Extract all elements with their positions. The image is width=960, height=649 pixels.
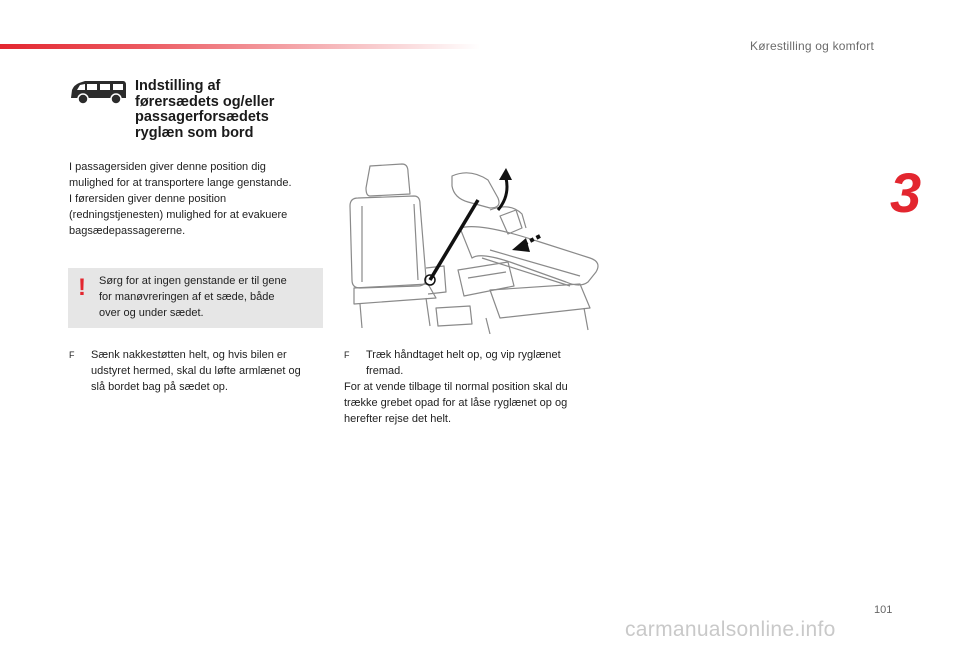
step-bullet: F [344,350,350,360]
title-line: passagerforsædets [135,109,269,125]
page-number: 101 [874,604,893,616]
warning-line: Sørg for at ingen genstande er til gene [99,275,287,287]
chapter-number: 3 [890,161,922,224]
intro-line: bagsædepassagererne. [69,225,186,237]
return-line: trække grebet opad for at låse ryglænet op og [344,397,568,409]
title-line: Indstilling af [135,78,221,94]
title-line: ryglæn som bord [135,124,254,141]
exclamation-icon: ! [78,274,86,301]
warning-line: over og under sædet. [99,307,204,319]
step-line: Sænk nakkestøtten helt, og hvis bilen er [91,349,287,361]
step-line: udstyret hermed, skal du løfte armlænet og [91,365,301,377]
step-line: fremad. [366,365,404,377]
warning-text [99,273,317,321]
intro-line: I førersiden giver denne position [69,193,227,205]
intro-line: mulighed for at transportere lange genstande. [69,177,292,189]
warning-box [68,268,323,328]
step-text [366,347,602,379]
step-line: Træk håndtaget helt op, og vip ryglænet [366,349,561,361]
return-instructions [344,379,599,427]
header-accent-bar [0,44,480,49]
return-line: herefter rejse det helt. [344,413,452,425]
watermark: carmanualsonline.info [625,618,836,641]
van-icon [69,78,127,106]
seat-folding-illustration [340,158,612,334]
title-line: førersædets og/eller [135,93,275,110]
step-lower-headrest [69,347,329,397]
intro-line: I passagersiden giver denne position dig [69,161,266,173]
return-line: For at vende tilbage til normal position skal du [344,381,568,393]
warning-line: for manøvreringen af et sæde, både [99,291,275,303]
section-title: Kørestilling og komfort [750,39,874,53]
step-text [91,347,327,395]
intro-line: (redningstjenesten) mulighed for at evakuere [69,209,288,221]
step-line: slå bordet bag på sædet op. [91,381,228,393]
article-title [135,79,325,141]
step-bullet: F [69,350,75,360]
step-pull-lever [344,347,604,381]
intro-paragraph [69,159,329,239]
